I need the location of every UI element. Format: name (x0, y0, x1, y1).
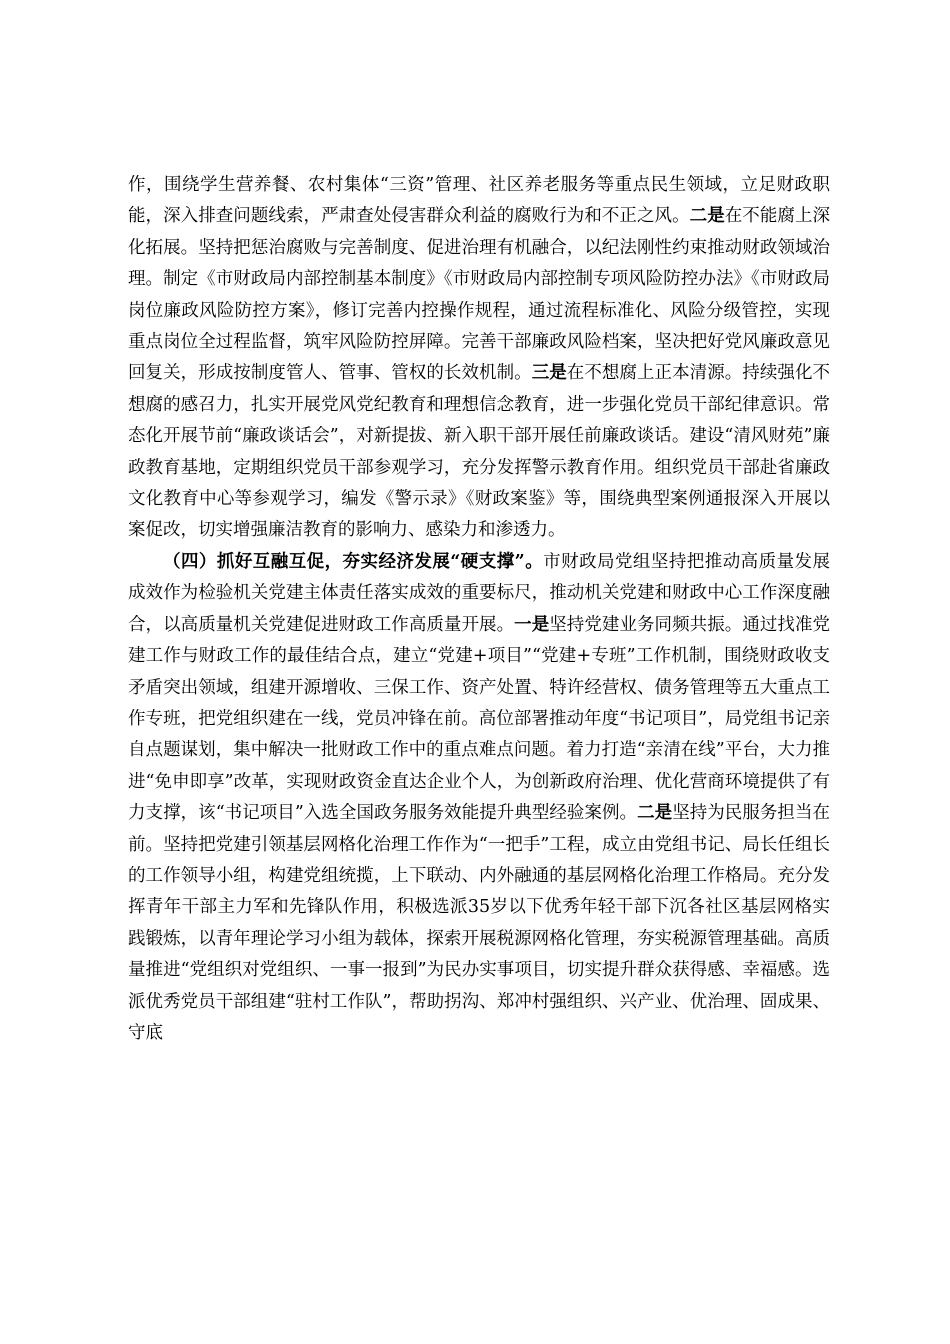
paragraph-section-four (128, 547, 830, 1050)
bold-marker-second: 二是 (689, 206, 725, 227)
para-text: 在不能腐上深化拓展。坚持把惩治腐败与完善制度、促进治理有机融合，以纪法刚性约束推动财政领域治理。制定《市财政局内部控制基本制度》《市财政局内部控制专项风险防控办法》《市财政局岗位廉政风险防控方案》，修订完善内控操作规程，通过流程标准化、风险分级管控，实现重点岗位全过程监督，筑牢风险防控屏障。完善干部廉政风险档案，坚决把好党风廉政意见回复关，形成按制度管人、管事、管权的长效机制。 (128, 206, 831, 384)
bold-marker-third: 三是 (531, 363, 567, 384)
bold-marker-first: 一是 (514, 614, 550, 635)
paragraph-discipline (128, 170, 830, 547)
para-text: 坚持为民服务担当在前。坚持把党建引领基层网格化治理工作作为“一把手”工程，成立由党组书记、局长任组长的工作领导小组，构建党组统揽，上下联动、内外融通的基层网格化治理工作格局。充分发挥青年干部主力军和先锋队作用，积极选派35岁以下优秀年轻干部下沉各社区基层网格实践锻炼，以青年理论学习小组为载体，探索开展税源网格化管理，夯实税源管理基础。高质量推进“党组织对党组织、一事一报到”为民办实事项目，切实提升群众获得感、幸福感。选派优秀党员干部组建“驻村工作队”，帮助拐沟、郑冲村强组织、兴产业、优治理、固成果、守底 (128, 803, 831, 1043)
para-text: 在不想腐上正本清源。持续强化不想腐的感召力，扎实开展党风党纪教育和理想信念教育，进一步强化党员干部纪律意识。常态化开展节前“廉政谈话会”，对新提拔、新入职干部开展任前廉政谈话。建设“清风财苑”廉政教育基地，定期组织党员干部参观学习，充分发挥警示教育作用。组织党员干部赴省廉政文化教育中心等参观学习，编发《警示录》《财政案鉴》等，围绕典型案例通报深入开展以案促改，切实增强廉洁教育的影响力、感染力和渗透力。 (128, 363, 831, 541)
bold-marker-second: 二是 (637, 803, 673, 824)
para-text: 坚持党建业务同频共振。通过找准党建工作与财政工作的最佳结合点，建立“党建+项目”“党建+专班”工作机制，围绕财政收支矛盾突出领域，组建开源增收、三保工作、资产处置、特许经营权、债务管理等五大重点工作专班，把党组织建在一线，党员冲锋在前。高位部署推动年度“书记项目”，局党组书记亲自点题谋划，集中解决一批财政工作中的重点难点问题。着力打造“亲清在线”平台，大力推进“免申即享”改革，实现财政资金直达企业个人，为创新政府治理、优化营商环境提供了有力支撑，该“书记项目”入选全国政务服务效能提升典型经验案例。 (128, 614, 831, 824)
para-text: 市财政局党组坚持把推动高质量发展成效作为检验机关党建主体责任落实成效的重要标尺，推动机关党建和财政中心工作深度融合，以高质量机关党建促进财政工作高质量开展。 (128, 551, 830, 635)
document-page (128, 170, 830, 1049)
para-text: 作，围绕学生营养餐、农村集体“三资”管理、社区养老服务等重点民生领域，立足财政职能，深入排查问题线索，严肃查处侵害群众利益的腐败行为和不正之风。 (128, 175, 830, 227)
section-heading: （四）抓好互融互促，夯实经济发展“硬支撑”。 (163, 551, 544, 572)
